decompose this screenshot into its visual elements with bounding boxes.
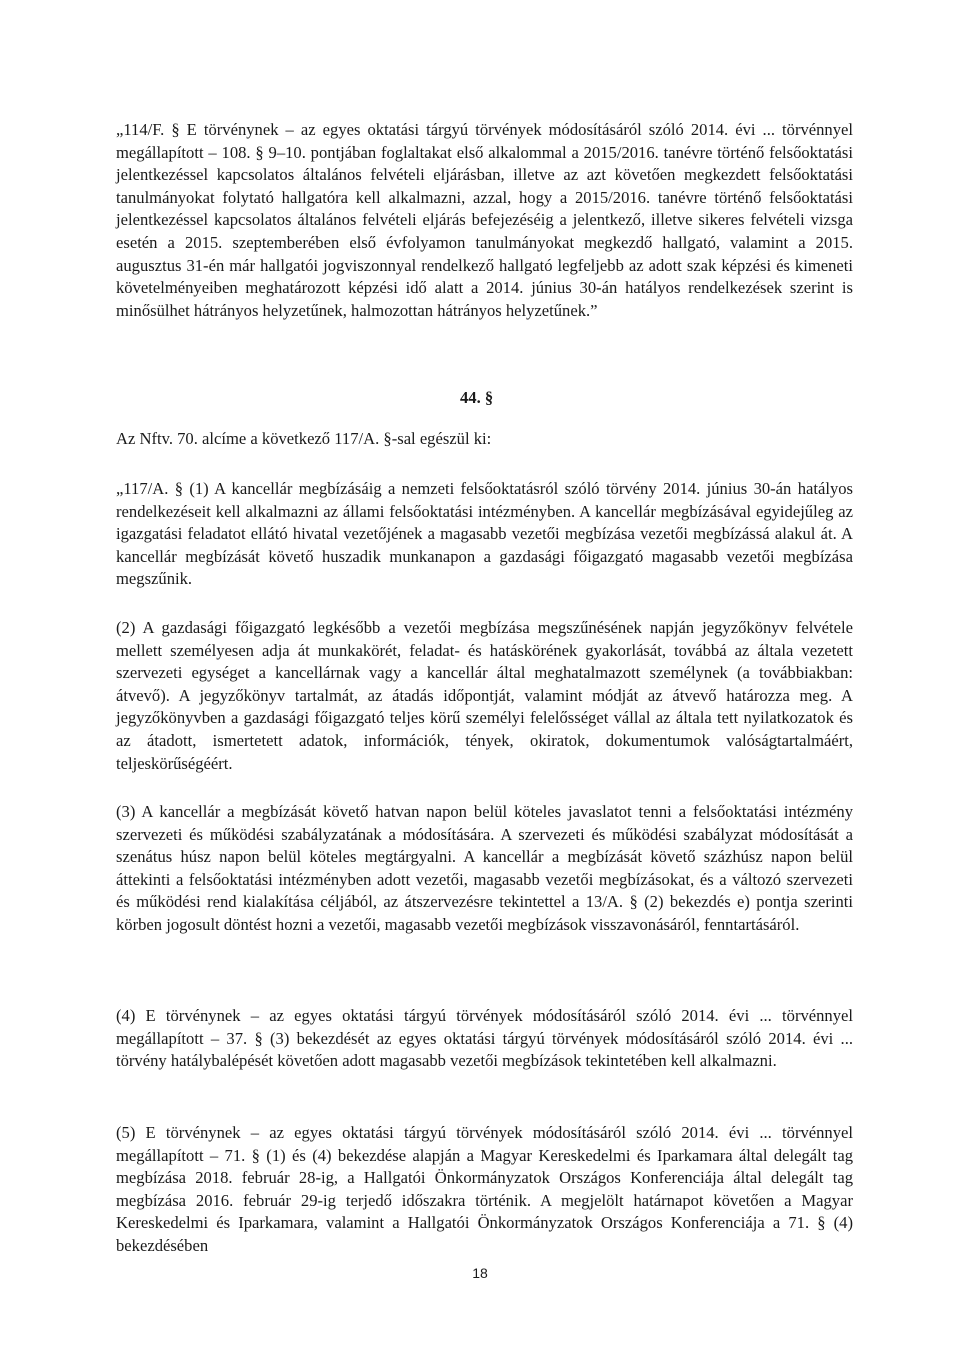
section-intro: Az Nftv. 70. alcíme a következő 117/A. §-sal egészül ki: [116, 429, 492, 448]
section-heading: 44. § [460, 388, 494, 407]
paragraph-117a-4: (4) E törvénynek – az egyes oktatási tárgyú törvények módosításáról szóló 2014. évi ... törvénnyel megállapított – 37. § (3) bekezdését az egyes oktatási tárgyú törvények módosításáról szóló 2014. évi ... törvény hatálybalépését követően adott magasabb vezetői megbízások tekintetében kell alkalmazni. [116, 1006, 853, 1071]
paragraph-117a-5: (5) E törvénynek – az egyes oktatási tárgyú törvények módosításáról szóló 2014. évi ... törvénnyel megállapított – 71. § (1) és (4) bekezdése alapján a Magyar Kereskedelmi és Iparkamara által delegált tag megbízása 2018. február 28-ig, a Hallgatói Önkormányzatok Országos Konferenciája által delegált tag megbízása 2016. február 29-ig terjedő időszakra történik. A megjelölt határnapot követően a Magyar Kereskedelmi és Iparkamara, valamint a Hallgatói Önkormányzatok Országos Konferenciája a 71. § (4) bekezdésében [116, 1123, 853, 1255]
paragraph-117a-1: „117/A. § (1) A kancellár megbízásáig a nemzeti felsőoktatásról szóló törvény 2014. június 30-án hatályos rendelkezéseit kell alkalmazni az állami felsőoktatási intézményben. A kancellár megbízásával egyidejűleg az igazgatási feladatot ellátó hivatal vezetőjének a magasabb vezetői megbízása vezetői megbízássá alakul át. A kancellár megbízását követő huszadik munkanapon a gazdasági főigazgató magasabb vezetői megbízása megszűnik. [116, 479, 853, 589]
paragraph-117a-2: (2) A gazdasági főigazgató legkésőbb a vezetői megbízása megszűnésének napján jegyzőkönyv felvétele mellett személyesen adja át munkakörét, feladat- és hatáskörének gyakorlását, továbbá az általa vezetett szervezeti egységet a kancellárnak vagy a kancellár által meghatalmazott személynek (a továbbiakban: átvevő). A jegyzőkönyv tartalmát, az átadás időpontját, valamint módját az átvevő határozza meg. A jegyzőkönyvben a gazdasági főigazgató teljes körű személyi felelősséget vállal az általa tett nyilatkozatok és az átadott, ismertetett adatok, információk, tények, okiratok, dokumentumok valóságtartalmáért, teljeskörűségéért. [116, 618, 853, 773]
paragraph-114f: „114/F. § E törvénynek – az egyes oktatási tárgyú törvények módosításáról szóló 2014. évi ... törvénnyel megállapított – 108. § 9–10. pontjában foglaltakat első alkalommal a 2015/2016. tanévre történő felsőoktatási jelentkezéssel kapcsolatos általános felvételi eljárásban, illetve az azt követően megkezdett felsőoktatási tanulmányokat folytató hallgatóra kell alkalmazni, azzal, hogy a 2015/2016. tanévre történő felsőoktatási jelentkezéssel kapcsolatos általános felvételi eljárás befejezéséig a jelentkező, illetve sikeres felvételi vizsga esetén a 2015. szeptemberében első évfolyamon tanulmányokat megkezdő hallgató, valamint a 2015. augusztus 31-én már hallgatói jogviszonnyal rendelkező hallgató legfeljebb az adott szak képzési és kimeneti követelményeiben meghatározott képzési idő alatt a 2014. június 30-án hatályos rendelkezések szerint is minősülhet hátrányos helyzetűnek, halmozottan hátrányos helyzetűnek.” [116, 120, 853, 320]
page-number: 18 [472, 1265, 488, 1281]
paragraph-117a-3: (3) A kancellár a megbízását követő hatvan napon belül köteles javaslatot tenni a felsőoktatási intézmény szervezeti és működési szabályzatának a módosítására. A szervezeti és működési szabályzat módosítását a szenátus húsz napon belül köteles megtárgyalni. A kancellár a megbízását követő százhúsz napon belül áttekinti a felsőoktatási intézményben adott vezetői, magasabb vezetői megbízásokat, és a változó szervezeti és működési rend kialakítása céljából, az átszervezésre tekintettel a 13/A. § (2) bekezdés e) pontja szerinti körben jogosult döntést hozni a vezetői, magasabb vezetői megbízások visszavonásáról, fenntartásáról. [116, 802, 853, 934]
